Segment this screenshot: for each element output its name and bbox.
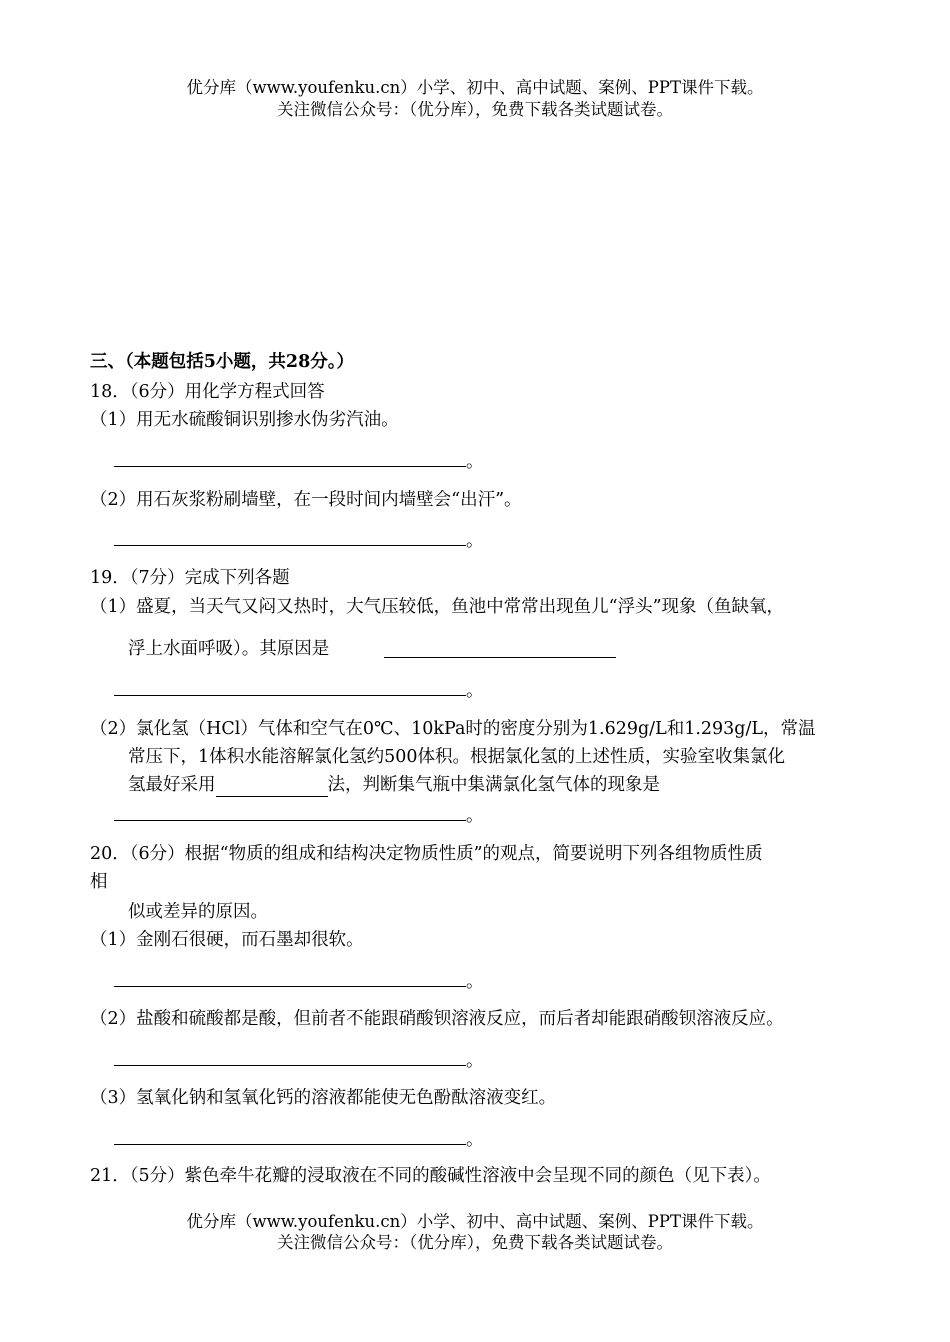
q18-part-2: （2）用石灰浆粉刷墙壁，在一段时间内墙壁会“出汗”。 — [90, 490, 522, 510]
period: 。 — [466, 1130, 484, 1150]
q20-part-2: （2）盐酸和硫酸都是酸，但前者不能跟硝酸钡溶液反应，而后者却能跟硝酸钡溶液反应。 — [90, 1009, 784, 1029]
q19-part-2-line-3 — [128, 775, 660, 797]
q19-part-1-line-1: （1）盛夏，当天气又闷又热时，大气压较低，鱼池中常常出现鱼儿“浮头”现象（鱼缺氧， — [90, 597, 785, 617]
period: 。 — [466, 681, 484, 701]
q19-stem: 19．（7分）完成下列各题 — [90, 568, 290, 588]
header-line-1: 优分库（www.youfenku.cn）小学、初中、高中试题、案例、PPT课件下载。 — [186, 78, 764, 97]
period: 。 — [466, 531, 484, 551]
period: 。 — [466, 972, 484, 992]
q20-stem-line-3: 似或差异的原因。 — [128, 902, 268, 922]
period: 。 — [466, 1051, 484, 1071]
q19-part-2-line-2: 常压下，1体积水能溶解氯化氢约500体积。根据氯化氢的上述性质，实验室收集氯化 — [128, 747, 786, 767]
q19-reason-blank[interactable] — [384, 657, 616, 658]
q20-stem-line-1: 20．（6分）根据“物质的组成和结构决定物质性质”的观点，简要说明下列各组物质性质 — [90, 844, 763, 864]
q20-part-3: （3）氢氧化钠和氢氧化钙的溶液都能使无色酚酞溶液变红。 — [90, 1088, 557, 1108]
section-title: 三、（本题包括5小题，共28分。） — [90, 352, 355, 372]
q20-part-1: （1）金刚石很硬，而石墨却很软。 — [90, 930, 364, 950]
q19-answer-line-2[interactable] — [114, 820, 466, 821]
q21-stem: 21．（5分）紫色牵牛花瓣的浸取液在不同的酸碱性溶液中会呈现不同的颜色（见下表）。 — [90, 1166, 771, 1186]
q19-part-2-line-1: （2）氯化氢（HCl）气体和空气在0℃、10kPa时的密度分别为1.629g/L和1.293g/L，常温 — [90, 719, 816, 739]
footer-line-1: 优分库（www.youfenku.cn）小学、初中、高中试题、案例、PPT课件下载。 — [186, 1212, 764, 1231]
q19-method-blank[interactable] — [216, 777, 328, 797]
q18-stem: 18．（6分）用化学方程式回答 — [90, 382, 325, 402]
q18-part-1: （1）用无水硫酸铜识别掺水伪劣汽油。 — [90, 410, 399, 430]
q20-stem-line-2: 相 — [90, 872, 108, 892]
q20-answer-line-3[interactable] — [114, 1144, 466, 1145]
q18-answer-line-1[interactable] — [114, 466, 466, 467]
header-line-2: 关注微信公众号：（优分库），免费下载各类试题试卷。 — [277, 100, 673, 119]
q19-part-2-line-3-b: 法，判断集气瓶中集满氯化氢气体的现象是 — [327, 775, 660, 795]
period: 。 — [466, 806, 484, 826]
q20-answer-line-2[interactable] — [114, 1065, 466, 1066]
q19-part-1-line-2: 浮上水面呼吸）。其原因是 — [128, 639, 330, 659]
q19-answer-line-1[interactable] — [114, 695, 466, 696]
footer-line-2: 关注微信公众号：（优分库），免费下载各类试题试卷。 — [277, 1233, 673, 1252]
q20-answer-line-1[interactable] — [114, 986, 466, 987]
period: 。 — [466, 452, 484, 472]
q19-part-2-line-3-a: 氢最好采用 — [128, 775, 216, 795]
q18-answer-line-2[interactable] — [114, 545, 466, 546]
